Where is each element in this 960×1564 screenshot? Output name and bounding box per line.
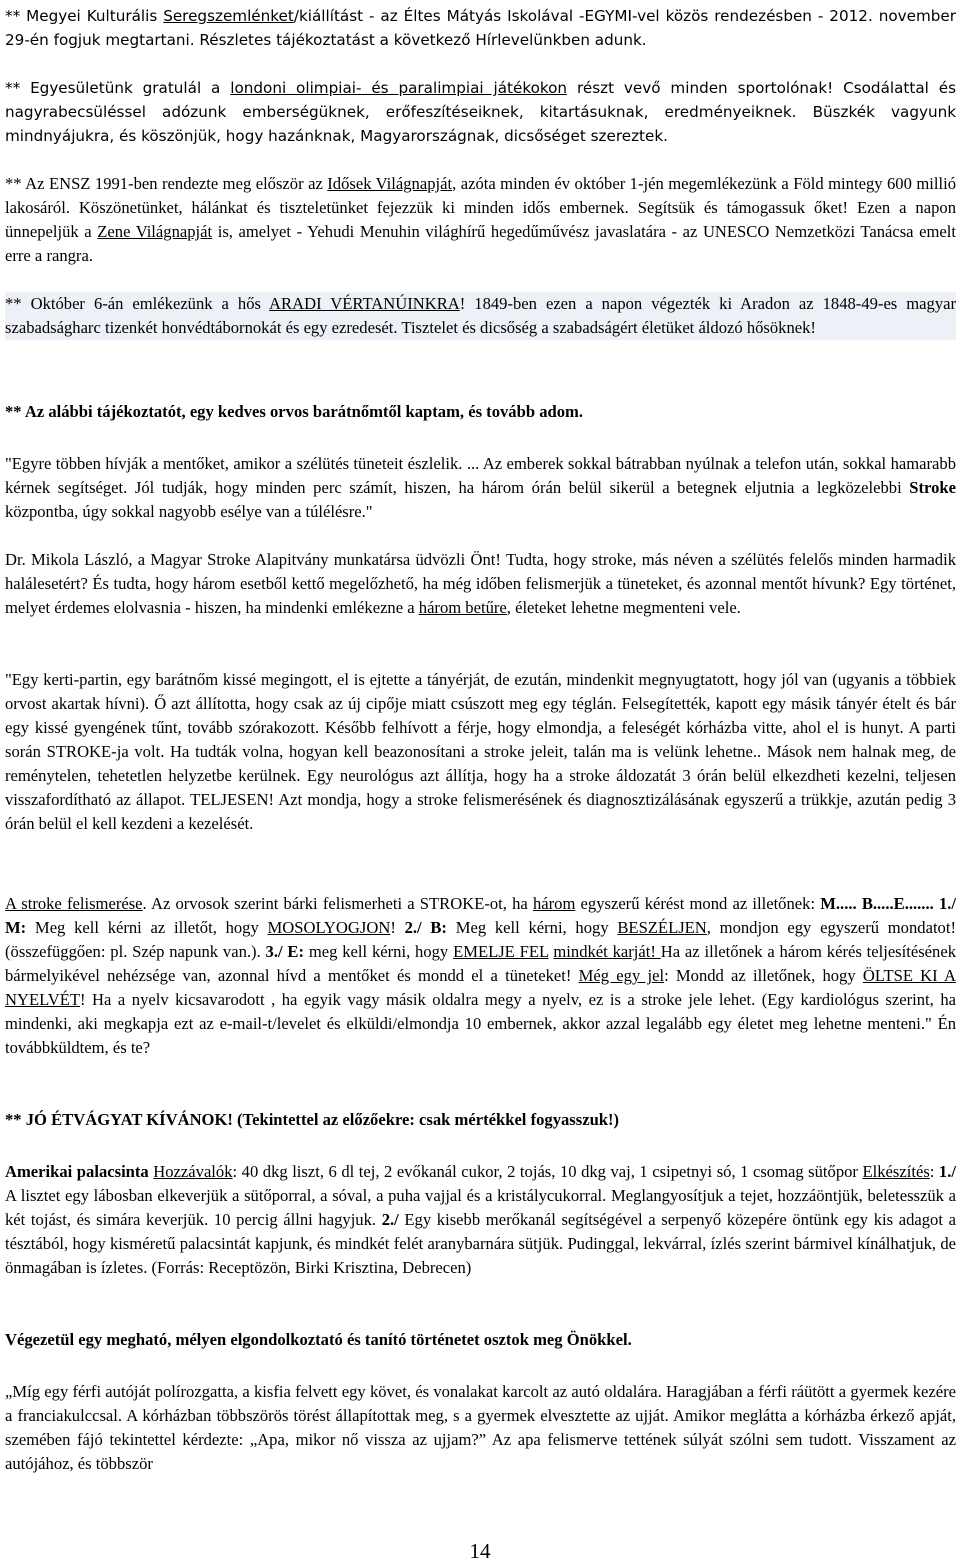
underlined-text: Még egy jel (578, 966, 665, 985)
underlined-text: Seregszemlénket (163, 7, 294, 25)
text-span: ! Ha a nyelv kicsavarodott , ha egyik vagy másik oldalra megy a nyelv, ez is a stroke jele lehet. (Egy kardiológus szerint, ha mindenki, aki megkapja ezt az e-mail-t/levelet és elküldi/elmondja 10 embernek, akkor azzal legalább egy életet meg lehetne menteni." Én továbbküldtem, és te? (5, 990, 956, 1057)
text-span: Ha az illetőnek a három kérés teljesítésének bármelyikével nehézsége van, azonnal hívd a mentőket és mondd el a tüneteket! (5, 942, 957, 985)
text-span: központba, úgy sokkal nagyobb esélye van a túlélésre." (5, 502, 373, 521)
text-span: : 40 dkg liszt, 6 dl tej, 2 evőkanál cukor, 2 tojás, 10 dkg vaj, 1 csipetnyi só, 1 csomag sütőpor (232, 1162, 863, 1181)
text-span: Egy kisebb merőkanál segítségével a serpenyő közepére öntünk egy kis adagot a tésztából, hogy kisméretű palacsintát kapjunk, és mindkét felét aranybarnára sütjük. Pudinggal, lekvárral, ízlés szerint bármivel kínálhatjuk, de önmagában is ízletes. (Forrás: Receptözön, Birki Krisztina, Debrecen) (5, 1210, 956, 1277)
text-span: /kiállítást - az Éltes Mátyás Iskolával -EGYMI-vel közös rendezésben - 2012. november 29-én fogjuk megtartani. Részletes tájékoztatást a következő Hírlevelünkben adunk. (5, 7, 956, 49)
paragraph-pancake-recipe (5, 1160, 956, 1280)
text-span: egyszerű kérést mond az illetőnek: (575, 894, 821, 913)
underlined-text: Zene Világnapját (97, 222, 213, 241)
text-span: ! 1849-ben ezen a napon végezték ki Aradon az 1848-49-es magyar szabadságharc tizenkét honvédtábornokát és egy ezredesét. Tisztelet és dicsőség a szabadságért életüket áldozó hősöknek! (5, 294, 957, 337)
underlined-text: EMELJE FEL (453, 942, 549, 961)
bold-text: 1./ M: (5, 894, 956, 937)
paragraph-elderly-day (5, 172, 956, 268)
paragraph-quote-ambulance (5, 452, 956, 524)
underlined-text: ÖLTSE KI A NYELVÉT (5, 966, 956, 1009)
text-span: ** Egyesületünk gratulál a (5, 79, 231, 97)
bold-text: Amerikai palacsinta (5, 1162, 149, 1181)
text-span: is, amelyet - Yehudi Menuhin világhírű hegedűművész javaslatára - az UNESCO Nemzetközi Tanácsa emelt erre a rangra. (5, 222, 956, 265)
bold-text: 2./ (381, 1210, 399, 1229)
underlined-text: BESZÉLJEN (617, 918, 707, 937)
text-span: , mondjon egy egyszerű mondatot! (összefüggően: pl. Szép napunk van.). (5, 918, 956, 961)
paragraph-olympics (5, 76, 956, 148)
underlined-text: A stroke felismerése (5, 894, 143, 913)
text-span: . Az orvosok szerint bárki felismerheti a STROKE-ot, ha (142, 894, 533, 913)
paragraph-stroke-foundation (5, 548, 956, 620)
underlined-text: Hozzávalók (153, 1162, 233, 1181)
text-span: "Egyre többen hívják a mentőket, amikor a szélütés tüneteit észlelik. ... Az emberek sokkal bátrabban nyúlnak a telefon után, sokkal hamarabb kérnek segítséget. Jól tudják, hogy minden perc számít, hiszen, ha három órán belül sikerül a betegnek eljutnia a legközelebbi (5, 454, 956, 497)
underlined-text: Elkészítés (862, 1162, 930, 1181)
text-span: A lisztet egy lábosban elkeverjük a sütőporral, a sóval, a puha vajjal és a kristálycukorral. Meglangyosítjuk a tejet, hozzáöntjük, beletesszük a két tojást, és simára keverjük. 10 percig állni hagyjuk. (5, 1186, 956, 1229)
underlined-text: mindkét karját! (553, 942, 661, 961)
text-span: Meg kell kérni, hogy (446, 918, 618, 937)
underlined-text: Idősek Világnapját (327, 174, 453, 193)
text-span: ** Megyei Kulturális (5, 7, 164, 25)
text-span: Meg kell kérni az illetőt, hogy (26, 918, 268, 937)
paragraph-stroke-recognition (5, 892, 956, 1060)
underlined-text: londoni olimpiai- és paralimpiai játékokon (230, 79, 568, 97)
bold-text: M..... B.....E....... (820, 894, 934, 913)
underlined-text: MOSOLYOGJON (267, 918, 391, 937)
underlined-text: ARADI VÉRTANÚINKRA (269, 294, 460, 313)
page-number: 14 (469, 1539, 491, 1563)
text-span: ** Az ENSZ 1991-ben rendezte meg először az (5, 174, 328, 193)
bold-text: 2./ B: (404, 918, 447, 937)
bold-text: 1./ (938, 1162, 956, 1181)
heading-final-story: Végezetül egy megható, mélyen elgondolkoztató és tanító történetet osztok meg Önökkel. (5, 1330, 632, 1349)
heading-bon-appetit: ** JÓ ÉTVÁGYAT KÍVÁNOK! (Tekintettel az előzőekre: csak mértékkel fogyasszuk!) (5, 1110, 620, 1129)
text-span: , azóta minden év október 1-jén megemlékezünk a Föld mintegy 600 millió lakosáról. Köszönetünket, hálánkat és tiszteletünket fejezzük ki minden idős embernek. Segítsük és támogassuk őket! Ezen a napon ünnepeljük a (5, 174, 956, 241)
text-span: meg kell kérni, hogy (304, 942, 454, 961)
text-span: : (929, 1162, 939, 1181)
text-span: , életeket lehetne megmenteni vele. (506, 598, 741, 617)
text-span: : Mondd az illetőnek, hogy (664, 966, 863, 985)
paragraph-exhibition (5, 4, 956, 52)
paragraph-garden-party-story: "Egy kerti-partin, egy barátnőm kissé megingott, el is ejtette a tányérját, de ezután, mindenkit megnyugtatott, hogy jól van (ugyanis a többiek orvost akartak hívni). Ő azt állította, hogy csak az új cipője miatt csúszott meg egy téglán. Felsegítették, kapott egy másik tányér ételt és bár egy kissé gyengének tűnt, tovább szórakozott. Később felhívott a férje, hogy elmondja, a feleségét kórházba vitte, ahol el is hunyt. A parti során STROKE-ja volt. Ha tudták volna, hogyan kell beazonosítani a stroke jeleit, talán ma is velünk lehetne.. Mások nem halnak meg, de reménytelen, tehetetlen helyzetbe kerülnek. Egy neurológus azt állítja, hogy ha a stroke áldozatát 3 órán belül elkezdheti kezelni, teljesen visszafordítható az állapot. TELJESEN! Azt mondja, hogy a stroke felismerésének és diagnosztizálásának egyszerű a trükkje, azután pedig 3 órán belül el kell kezdeni a kezelését. (5, 670, 956, 833)
paragraph-arad-martyrs (5, 292, 956, 340)
underlined-text: három (532, 894, 576, 913)
text-span: részt vevő minden sportolónak! Csodálattal és nagyrabecsüléssel adózunk emberségüknek, erőfeszítéseiknek, kitartásuknak, eredményeiknek. Büszkék vagyunk mindnyájukra, és köszönjük, hogy hazánknak, Magyarországnak, dicsőséget szereztek. (5, 79, 956, 145)
text-span: ! (390, 918, 405, 937)
underlined-text: három betűre (418, 598, 507, 617)
bold-text: Stroke (909, 478, 956, 497)
paragraph-father-son-story: „Míg egy férfi autóját polírozgatta, a kisfia felvett egy követ, és vonalakat karcolt az autó oldalára. Haragjában a férfi ráütött a gyermek kezére a franciakulccsal. A kórházban többszörös törést állapítottak meg, s a gyermek elvesztette az ujját. Amikor meglátta a kórházba érkező apját, szemében fájó tekintettel kérdezte: „Apa, mikor nő vissza az ujjam?” Az apa felismerve tettének súlyát szólni sem tudott. Visszament az autójához, és többször (5, 1382, 956, 1473)
text-span: ** Október 6-án emlékezünk a hős (5, 294, 270, 313)
text-span: Dr. Mikola László, a Magyar Stroke Alapitvány munkatársa üdvözli Önt! Tudta, hogy stroke, más néven a szélütés felelős minden harmadik halálesetért? És tudta, hogy három esetből kettő megelőzhető, ha még időben felismerjük a tüneteket, és azonnal mentőt hívunk? Egy történet, melyet érdemes elolvasnia - hiszen, ha mindenki emlékezne a (5, 550, 956, 617)
heading-info-intro: ** Az alábbi tájékoztatót, egy kedves orvos barátnőmtől kaptam, és tovább adom. (5, 402, 584, 421)
bold-text: 3./ E: (265, 942, 305, 961)
